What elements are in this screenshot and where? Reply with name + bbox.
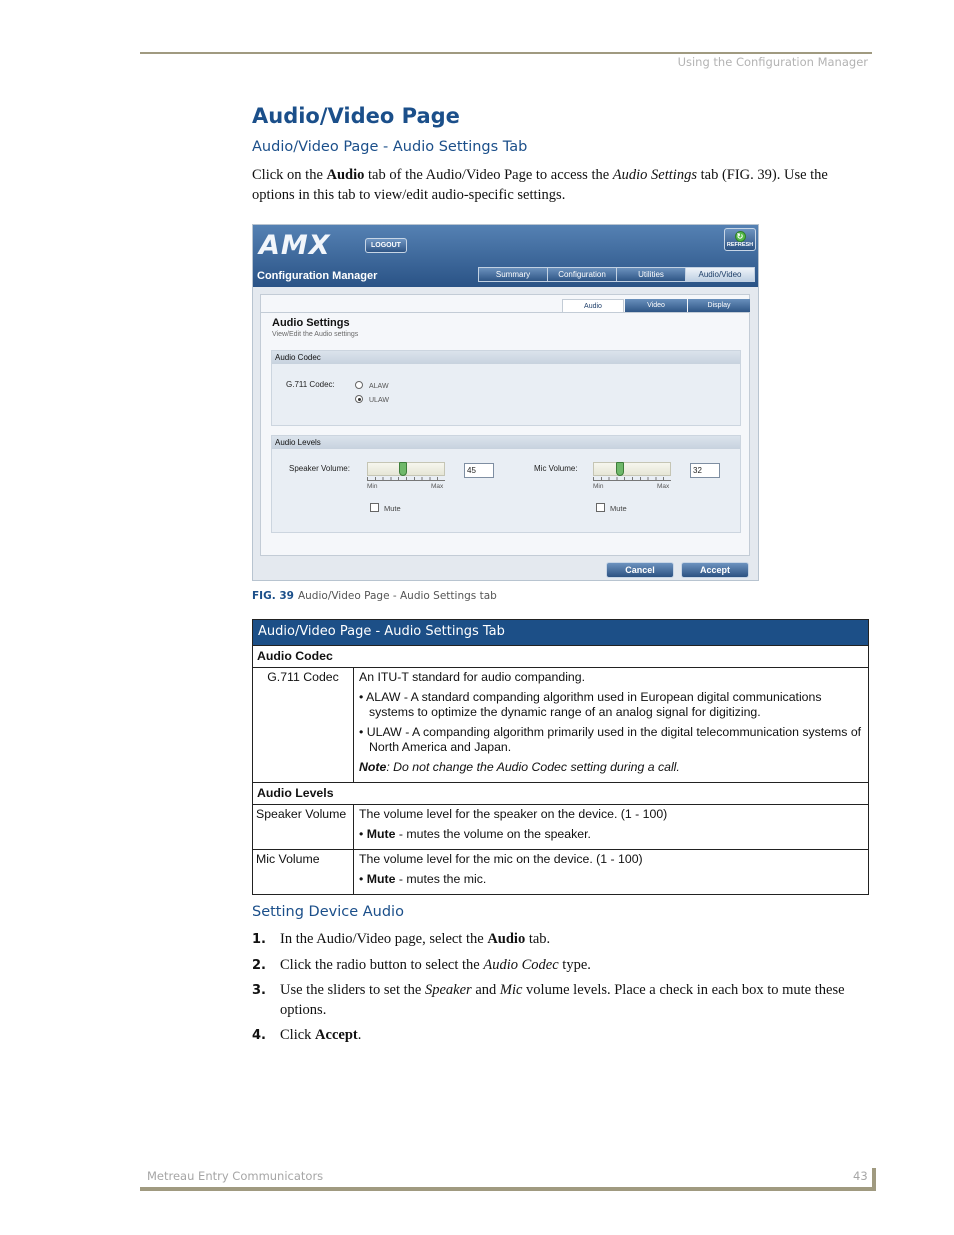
speaker-volume-slider[interactable]: [367, 462, 445, 476]
row-description: The volume level for the speaker on the device. (1 - 100) • Mute - mutes the volume on the speaker.: [359, 807, 668, 841]
alaw-label: ALAW: [369, 383, 389, 390]
speaker-min-label: Min: [367, 483, 378, 490]
table-section-audio-codec: Audio Codec: [253, 645, 868, 667]
accept-button[interactable]: Accept: [681, 562, 749, 578]
running-head: Using the Configuration Manager: [677, 55, 868, 69]
app-title: Configuration Manager: [257, 270, 378, 282]
mic-min-label: Min: [593, 483, 604, 490]
mic-slider-ticks: [593, 477, 671, 481]
app-header-bar: [253, 225, 758, 287]
audio-codec-box-title: Audio Codec: [272, 351, 740, 364]
mic-volume-label: Mic Volume:: [534, 464, 578, 473]
audio-levels-box-title: Audio Levels: [272, 436, 740, 449]
row-label: Speaker Volume: [253, 805, 354, 849]
speaker-mute-label: Mute: [384, 504, 401, 513]
settings-heading: Audio Settings: [272, 317, 350, 329]
alaw-radio[interactable]: [355, 381, 363, 389]
content-panel: [260, 294, 750, 556]
sub-tabs: [562, 299, 751, 312]
table-row-mic-volume: [253, 849, 868, 894]
subtab-video[interactable]: Video: [625, 299, 687, 312]
step-4: 4. Click Accept.: [252, 1027, 362, 1043]
figure-caption: FIG. 39 Audio/Video Page - Audio Settings tab: [252, 590, 497, 602]
audio-codec-box: [271, 350, 741, 426]
speaker-slider-ticks: [367, 477, 445, 481]
tab-utilities[interactable]: Utilities: [616, 267, 686, 282]
footer-doc-title: Metreau Entry Communicators: [147, 1169, 324, 1183]
mic-volume-input[interactable]: 32: [690, 463, 720, 478]
audio-settings-screenshot: [252, 224, 759, 581]
table-header: Audio/Video Page - Audio Settings Tab: [253, 620, 868, 645]
tab-configuration[interactable]: Configuration: [547, 267, 617, 282]
section-title-audio-settings: Audio/Video Page - Audio Settings Tab: [252, 139, 528, 155]
row-description: An ITU-T standard for audio companding. • ALAW - A standard companding algorithm used in European digital communications systems to optimize the dynamic range of an analog signal for digitizing. • ULAW - A companding algorithm primarily used in the digital telecommunication systems of North America and Japan. Note: Do not change the Audio Codec setting during a call.: [359, 670, 862, 774]
codec-note: Note: Do not change the Audio Codec setting during a call.: [359, 760, 680, 774]
step-2: 2. Click the radio button to select the Audio Codec type.: [252, 956, 591, 973]
section-title-setting-device-audio: Setting Device Audio: [252, 904, 404, 920]
steps-list: [252, 930, 862, 1052]
logout-button[interactable]: LOGOUT: [365, 238, 407, 253]
mic-max-label: Max: [657, 483, 670, 490]
settings-subheading: View/Edit the Audio settings: [272, 331, 359, 338]
row-label: G.711 Codec: [253, 668, 354, 782]
audio-levels-box: [271, 435, 741, 533]
table-row-speaker-volume: [253, 804, 868, 849]
step-1: 1. In the Audio/Video page, select the Audio tab.: [252, 931, 551, 947]
amx-logo: AMX: [259, 230, 331, 261]
ulaw-label: ULAW: [369, 397, 389, 404]
table-row-g711-codec: [253, 667, 868, 782]
speaker-mute-checkbox[interactable]: [370, 503, 379, 512]
ulaw-radio[interactable]: [355, 395, 363, 403]
mic-mute-label: Mute: [610, 504, 627, 513]
step-3: 3. Use the sliders to set the Speaker and Mic volume levels. Place a check in each box to mute these options.: [252, 982, 845, 1018]
cancel-button[interactable]: Cancel: [606, 562, 674, 578]
header-rule: [140, 52, 872, 54]
page-number: 43: [853, 1169, 868, 1183]
table-section-audio-levels: Audio Levels: [253, 782, 868, 804]
speaker-max-label: Max: [431, 483, 444, 490]
mic-slider-thumb[interactable]: [616, 462, 624, 476]
row-label: Mic Volume: [253, 850, 354, 894]
subtab-display[interactable]: Display: [688, 299, 750, 312]
row-description: The volume level for the mic on the device. (1 - 100) • Mute - mutes the mic.: [359, 852, 643, 886]
intro-paragraph: Click on the Audio tab of the Audio/Video Page to access the Audio Settings tab (FIG. 39). Use the options in this tab to view/edit audio-specific settings.: [252, 167, 828, 203]
mic-mute-checkbox[interactable]: [596, 503, 605, 512]
tab-summary[interactable]: Summary: [478, 267, 548, 282]
main-tabs: [479, 267, 755, 282]
speaker-volume-input[interactable]: 45: [464, 463, 494, 478]
page-title: Audio/Video Page: [252, 104, 460, 128]
codec-label: G.711 Codec:: [286, 380, 335, 389]
footer-rule: [140, 1187, 876, 1191]
tab-audio-video[interactable]: Audio/Video: [685, 267, 755, 282]
speaker-slider-thumb[interactable]: [399, 462, 407, 476]
speaker-volume-label: Speaker Volume:: [289, 464, 350, 473]
subtab-audio[interactable]: Audio: [562, 299, 624, 312]
refresh-button[interactable]: ↻ REFRESH: [724, 228, 756, 251]
subtab-divider: [261, 312, 749, 313]
settings-table: [252, 619, 869, 895]
mic-volume-slider[interactable]: [593, 462, 671, 476]
refresh-icon: ↻: [735, 231, 746, 242]
